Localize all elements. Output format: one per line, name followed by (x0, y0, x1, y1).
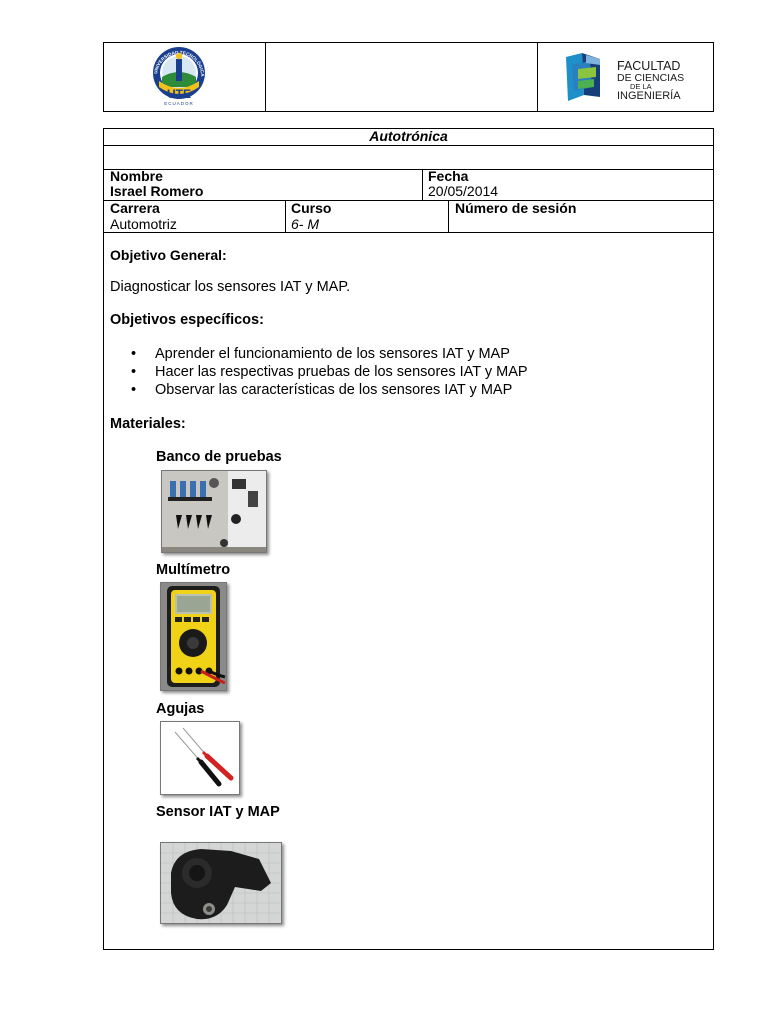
material-label-multimetro: Multímetro (156, 562, 231, 578)
header-left-cell (104, 43, 266, 111)
table-rule (104, 145, 713, 146)
objetivo-general-text: Diagnosticar los sensores IAT y MAP. (110, 279, 351, 295)
facultad-logo (538, 43, 714, 111)
table-rule (422, 169, 423, 200)
multimetro-image (160, 582, 227, 691)
ute-logo-text: UTE (167, 87, 191, 101)
curso-label: Curso (291, 200, 332, 216)
table-rule (285, 200, 286, 232)
material-label-sensor: Sensor IAT y MAP (156, 804, 280, 820)
agujas-image (160, 721, 240, 795)
sesion-label: Número de sesión (455, 200, 577, 216)
table-rule (104, 200, 713, 201)
sensor-iat-map-image (160, 842, 282, 924)
objetivos-especificos-heading: Objetivos específicos: (110, 312, 264, 328)
facultad-logo-line2: DE CIENCIAS (617, 72, 685, 84)
nombre-label: Nombre (110, 168, 163, 184)
list-item: • Hacer las respectivas pruebas de los sensores IAT y MAP (131, 363, 528, 381)
table-rule (104, 169, 713, 170)
curso-value: 6- M (291, 216, 319, 232)
facultad-logo-line3: DE LA (630, 82, 652, 91)
carrera-value: Automotriz (110, 216, 177, 232)
list-item: • Observar las características de los sensores IAT y MAP (131, 381, 528, 399)
ute-logo (104, 43, 265, 111)
material-label-agujas: Agujas (156, 701, 205, 717)
list-item: • Aprender el funcionamiento de los sensores IAT y MAP (131, 345, 528, 363)
ute-logo-ring-text: UNIVERSIDAD TECNOLÓGICA (153, 49, 206, 77)
fecha-value: 20/05/2014 (428, 183, 499, 199)
materiales-heading: Materiales: (110, 416, 186, 432)
objetivo-general-heading: Objetivo General: (110, 247, 227, 263)
banco-de-pruebas-image (161, 470, 267, 553)
carrera-label: Carrera (110, 200, 160, 216)
header-right-cell (537, 43, 714, 111)
nombre-value: Israel Romero (110, 183, 204, 199)
header-logo-table (103, 42, 714, 112)
material-label-banco: Banco de pruebas (156, 449, 282, 465)
fecha-label: Fecha (428, 168, 469, 184)
facultad-logo-line1: FACULTAD (617, 59, 681, 73)
table-rule (104, 232, 713, 233)
ute-logo-subtext: ECUADOR (164, 101, 194, 106)
facultad-logo-line4: INGENIERÍA (617, 90, 681, 102)
objetivos-especificos-list (131, 345, 528, 399)
page-title: Autotrónica (369, 128, 448, 144)
table-rule (448, 200, 449, 232)
